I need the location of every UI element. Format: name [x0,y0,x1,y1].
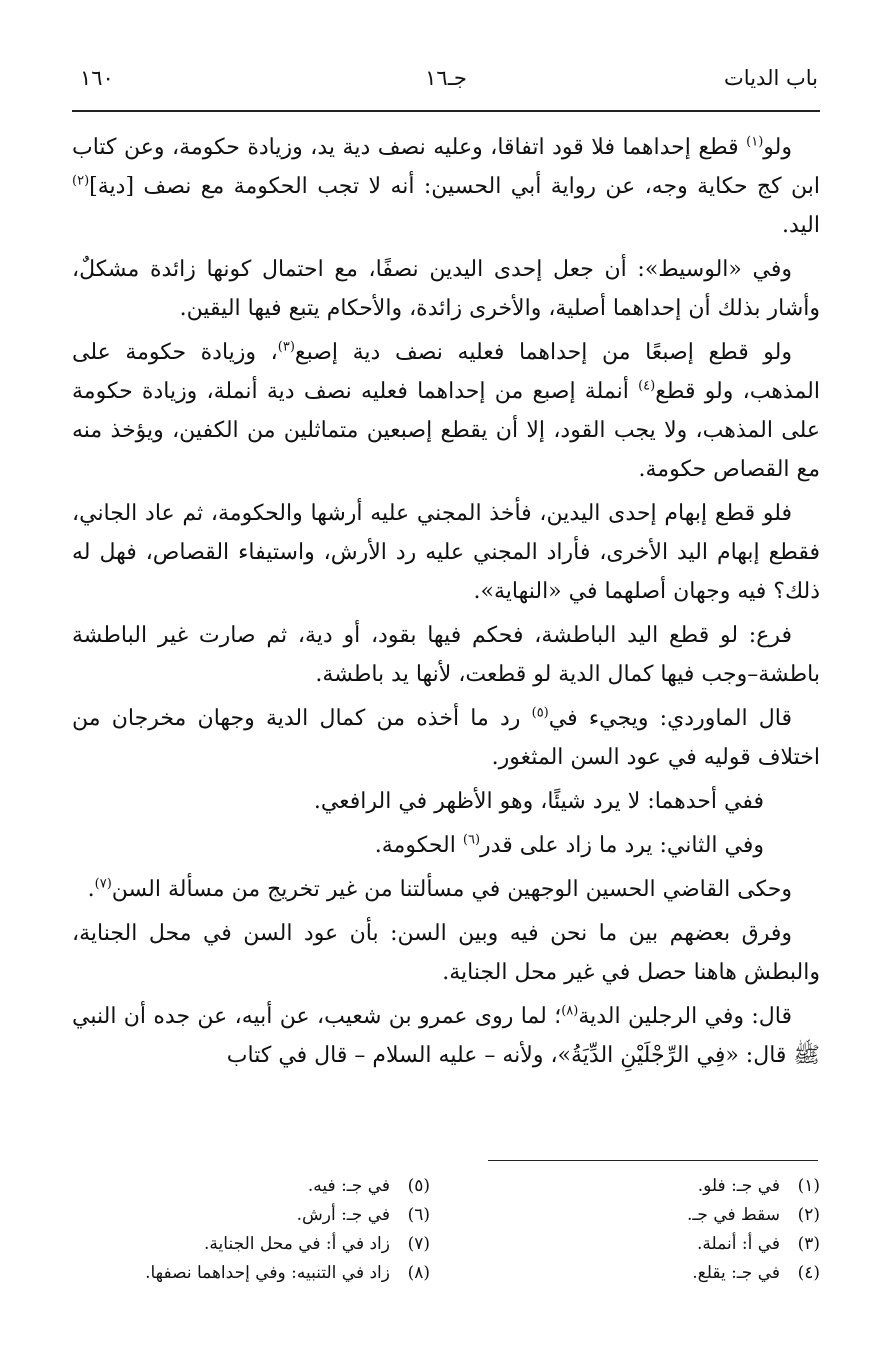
text-run: وفرق بعضهم بين ما نحن فيه وبين السن: بأن عود السن في محل الجناية، والبطش هاهنا حصل في غير محل الجناية. [72,921,820,985]
footnote-number: (٢) [797,1205,820,1225]
footnote-text: زاد في التنبيه: وفي إحداهما نصفها. [145,1263,390,1283]
paragraph [72,616,820,694]
footnote-item [490,1230,820,1259]
footnote-text: في جـ: يقلع. [692,1263,780,1283]
text-run: ، وزيادة حكومة على المذهب، ولو قطع [72,340,820,404]
footnote-number: (٧) [407,1234,430,1254]
footnote-marker: (٢) [72,173,90,189]
text-run: اليد. [782,213,820,238]
text-run: ؛ لما روى عمرو بن شعيب، عن أبيه، عن جده أن النبي ﷺ قال: «فِي الرِّجْلَيْنِ الدِّيَةُ»، ولأنه – عليه السلام – قال في كتاب [72,1004,820,1068]
text-run: وفي «الوسيط»: أن جعل إحدى اليدين نصفًا، مع احتمال كونها زائدة مشكلٌ، وأشار بذلك أن إحداهما أصلية، والأخرى زائدة، والأحكام يتبع فيها اليقين. [72,257,820,321]
text-run: وحكى القاضي الحسين الوجهين في مسألتنا من غير تخريج من مسألة السن [111,877,792,902]
footnote-item [490,1259,820,1288]
footnote-text: في جـ: أرش. [296,1205,390,1225]
paragraph [72,826,820,865]
footnote-marker: (٥) [531,705,549,721]
footnote-item [490,1201,820,1230]
footnote-marker: (٣) [277,339,295,355]
footnote-marker: (٦) [462,832,481,848]
footnote-text: زاد في أ: في محل الجناية. [204,1234,390,1254]
footnote-item [100,1259,430,1288]
text-run: قال الماوردي: ويجيء في [548,706,792,731]
footnote-number: (٦) [407,1205,430,1225]
paragraph [72,997,820,1075]
footnote-number: (١) [797,1176,820,1196]
text-run: الحكومة. [374,833,463,858]
footnote-divider [488,1160,818,1161]
text-run: ففي أحدهما: لا يرد شيئًا، وهو الأظهر في الرافعي. [313,789,764,814]
page-number: ١٦٠ [80,66,114,90]
footnote-number: (٨) [407,1263,430,1283]
footnote-item [100,1230,430,1259]
footnote-marker: (٧) [94,876,112,892]
footnote-text: في جـ: فلو. [697,1176,780,1196]
paragraph [72,870,820,909]
paragraph [72,699,820,777]
paragraph [72,333,820,489]
footnote-text: في أ: أنملة. [697,1234,780,1254]
footnote-marker: (٤) [638,378,656,394]
footnote-item [100,1172,430,1201]
chapter-title: باب الديات [724,66,818,90]
paragraph [72,914,820,992]
text-run: قطع إحداهما فلا قود اتفاقا، وعليه نصف دية يد، وزيادة حكومة، وعن كتاب ابن كج حكاية وجه، عن رواية أبي الحسين: أنه لا تجب الحكومة مع نصف [دية] [72,135,820,199]
volume-label: جـ١٦ [425,66,467,90]
footnote-marker: (٨) [561,1003,579,1019]
text-run: قال: وفي الرجلين الدية [578,1004,792,1029]
footnote-number: (٥) [407,1176,430,1196]
footnote-item [490,1172,820,1201]
text-run: . [87,877,95,902]
paragraph [72,128,820,245]
footnote-marker: (١) [746,134,764,150]
text-run: فرع: لو قطع اليد الباطشة، فحكم فيها بقود، أو دية، ثم صارت غير الباطشة باطشة–وجب فيها كمال الدية لو قطعت، لأنها يد باطشة. [72,623,820,687]
footnote-number: (٣) [797,1234,820,1254]
main-text [72,128,820,1080]
text-run: فلو قطع إبهام إحدى اليدين، فأخذ المجني عليه أرشها والحكومة، ثم عاد الجاني، فقطع إبهام اليد الأخرى، فأراد المجني عليه رد الأرش، واستيفاء القصاص، فهل له ذلك؟ فيه وجهان أصلهما في «النهاية». [72,501,820,604]
paragraph [72,250,820,328]
footnote-item [100,1201,430,1230]
paragraph [72,782,820,821]
text-run: رد ما أخذه من كمال الدية وجهان مخرجان من اختلاف قوليه في عود السن المثغور. [72,706,820,770]
text-run: ولو [763,135,792,160]
running-header [74,66,818,106]
footnote-number: (٤) [797,1263,820,1283]
text-run: أنملة إصبع من إحداهما فعليه نصف دية أنملة، وزيادة حكومة على المذهب، ولا يجب القود، إلا أن يقطع إصبعين متماثلين من الكفين، ويؤخذ منه مع القصاص حكومة. [72,379,820,482]
text-run: ولو قطع إصبعًا من إحداهما فعليه نصف دية إصبع [294,340,793,365]
footnote-text: سقط في جـ. [687,1205,780,1225]
header-divider [72,110,820,112]
footnotes-right-column [490,1172,820,1288]
footnotes-left-column [100,1172,430,1288]
footnote-text: في جـ: فيه. [307,1176,390,1196]
paragraph [72,494,820,611]
text-run: وفي الثاني: يرد ما زاد على قدر [480,833,764,858]
